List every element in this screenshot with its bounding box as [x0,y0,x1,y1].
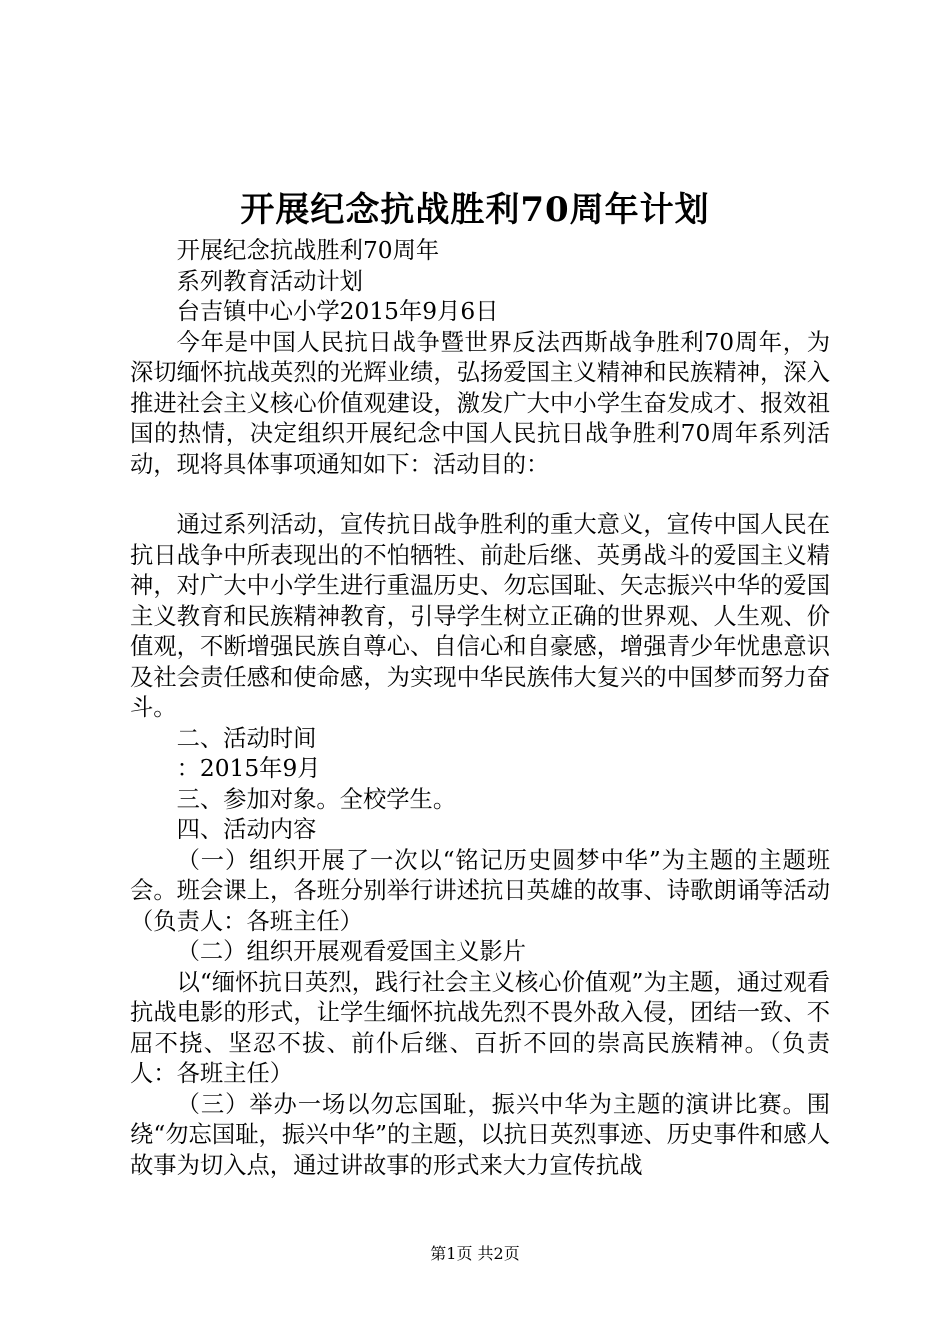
purpose-paragraph: 通过系列活动，宣传抗日战争胜利的重大意义，宣传中国人民在抗日战争中所表现出的不怕牺牲、前赴后继、英勇战斗的爱国主义精神，对广大中小学生进行重温历史、勿忘国耻、矢志振兴中华的爱国主义教育和民族精神教育，引导学生树立正确的世界观、人生观、价值观，不断增强民族自尊心、自信心和自豪感，增强青少年忧患意识及社会责任感和使命感，为实现中华民族伟大复兴的中国梦而努力奋斗。 [130,511,830,721]
content-item-2-heading: （二）组织开展观看爱国主义影片 [176,938,527,965]
section-heading-content: 四、活动内容 [176,816,317,843]
section-heading-time: 二、活动时间 [176,724,317,752]
document-title: 开展纪念抗战胜利70周年计划 [240,190,710,230]
document-body [130,236,830,1181]
content-item-2-body: 以“缅怀抗日英烈，践行社会主义核心价值观”为主题，通过观看抗战电影的形式，让学生缅怀抗战先烈不畏外敌入侵，团结一致、不屈不挠、坚忍不拔、前仆后继、百折不回的崇高民族精神。（负责人：各班主任） [130,968,830,1087]
subtitle-line-1: 开展纪念抗战胜利70周年 [176,237,440,264]
section-heading-participants: 三、参加对象。全校学生。 [176,785,457,813]
content-item-3: （三）举办一场以勿忘国耻，振兴中华为主题的演讲比赛。围绕“勿忘国耻，振兴中华”的主题，以抗日英烈事迹、历史事件和感人故事为切入点，通过讲故事的形式来大力宣传抗战 [130,1090,830,1179]
content-item-1: （一）组织开展了一次以“铭记历史圆梦中华”为主题的主题班会。班会课上，各班分别举行讲述抗日英雄的故事、诗歌朗诵等活动（负责人：各班主任） [130,846,830,935]
subtitle-line-2: 系列教育活动计划 [176,267,363,295]
time-value: ：2015年9月 [176,755,321,782]
intro-paragraph: 今年是中国人民抗日战争暨世界反法西斯战争胜利70周年，为深切缅怀抗战英烈的光辉业绩，弘扬爱国主义精神和民族精神，深入推进社会主义核心价值观建设，激发广大中小学生奋发成才、报效祖国的热情，决定组织开展纪念中国人民抗日战争胜利70周年系列活动，现将具体事项通知如下：活动目的： [130,328,830,478]
issuer-date-line: 台吉镇中心小学2015年9月6日 [176,298,499,325]
page-footer: 第1页 共2页 [430,1244,520,1263]
